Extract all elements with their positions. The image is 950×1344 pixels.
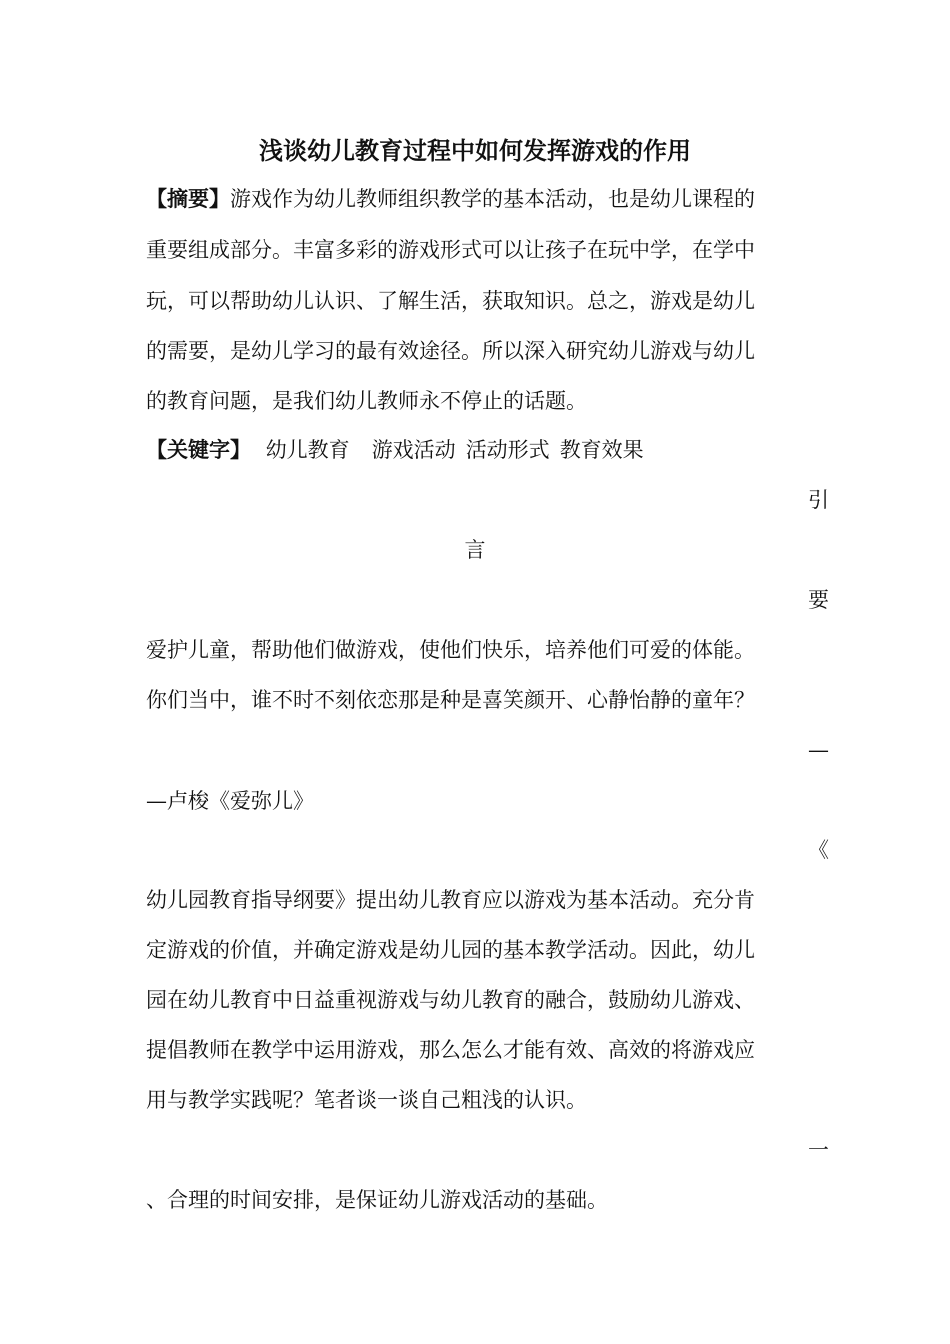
paragraph-line-5: 用与教学实践呢？笔者谈一谈自己粗浅的认识。	[146, 1088, 587, 1112]
abstract-label: 【摘要】	[146, 186, 230, 211]
section-number: 一	[808, 1138, 829, 1162]
paragraph-start: 《	[808, 838, 829, 862]
abstract-line-3: 玩，可以帮助幼儿认识、了解生活，获取知识。总之，游戏是幼儿	[146, 289, 755, 313]
quote-attribution: —卢梭《爱弥儿》	[146, 789, 314, 813]
paragraph-line-2: 定游戏的价值，并确定游戏是幼儿园的基本教学活动。因此，幼儿	[146, 938, 755, 962]
quote-line-1: 爱护儿童，帮助他们做游戏，使他们快乐，培养他们可爱的体能。	[146, 638, 755, 662]
section-heading: 、合理的时间安排，是保证幼儿游戏活动的基础。	[146, 1188, 608, 1212]
abstract-line-2: 重要组成部分。丰富多彩的游戏形式可以让孩子在玩中学，在学中	[146, 238, 755, 262]
paragraph-line-1: 幼儿园教育指导纲要》提出幼儿教育应以游戏为基本活动。充分肯	[146, 888, 755, 912]
abstract-text: 游戏作为幼儿教师组织教学的基本活动，也是幼儿课程的	[230, 187, 755, 211]
keywords-label: 【关键字】	[146, 437, 251, 462]
abstract-line-1	[146, 184, 836, 214]
keyword-item: 幼儿教育	[265, 438, 350, 462]
abstract-line-5: 的教育问题，是我们幼儿教师永不停止的话题。	[146, 389, 587, 413]
keyword-item: 活动形式	[465, 438, 550, 462]
intro-heading-part2: 言	[464, 538, 486, 562]
keywords-line	[146, 435, 836, 465]
abstract-line-4: 的需要，是幼儿学习的最有效途径。所以深入研究幼儿游戏与幼儿	[146, 339, 755, 363]
page-title: 浅谈幼儿教育过程中如何发挥游戏的作用	[259, 136, 691, 165]
paragraph-line-4: 提倡教师在教学中运用游戏，那么怎么才能有效、高效的将游戏应	[146, 1038, 755, 1062]
quote-line-2: 你们当中，谁不时不刻依恋那是种是喜笑颜开、心静怡静的童年？	[146, 688, 755, 712]
keyword-item: 教育效果	[559, 438, 644, 462]
paragraph-line-3: 园在幼儿教育中日益重视游戏与幼儿教育的融合，鼓励幼儿游戏、	[146, 988, 755, 1012]
quote-dash: —	[808, 738, 829, 762]
intro-heading-part1: 引	[808, 488, 829, 512]
keyword-item: 游戏活动	[371, 438, 456, 462]
quote-start: 要	[808, 588, 829, 612]
